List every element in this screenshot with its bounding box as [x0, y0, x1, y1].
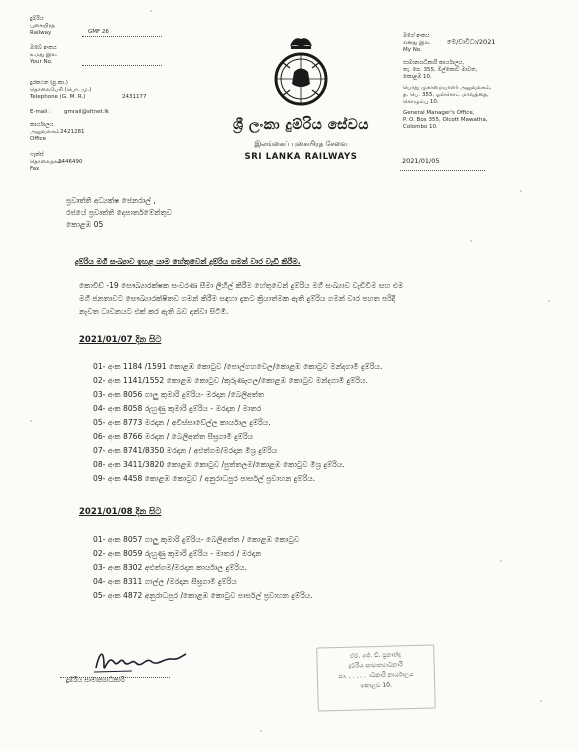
- address-line: கொழும்பு 10.: [403, 99, 439, 105]
- addressee-block: [66, 196, 172, 232]
- intro-line: කොවිඩ් -19 සෞඛ්‍යාරක්ෂක සංවරණ සීමා ලිහිල් කිරීම හේතුවෙන් දුම්රිය මගී සංඛ්‍යාව වැඩිවීම සහ එම: [79, 281, 404, 290]
- list-item: 03- අංක 8056 ගාලු කුමාරි දුම්රිය- මරදාන /බෙලිඅත්ත: [93, 390, 264, 399]
- email-label: E-mail :: [30, 109, 51, 115]
- address-line: General Manager's Office,: [403, 110, 475, 116]
- signature-title: දුම්රිය සාමාන්‍යාධිකාරි: [66, 676, 125, 684]
- intro-line: නැවත ධාවනයට එක් කර ඇති බව දන්වා සිටිමි.: [79, 307, 229, 316]
- office-field: [30, 122, 170, 143]
- office-value: 2421281: [60, 129, 85, 135]
- letter-date: 2021/01/05: [402, 157, 440, 165]
- fax-label: ෆැක්ස් தொலைநகல் Fax: [30, 152, 63, 172]
- list-item: 02- අංක 1141/1552 කොළඹ කොටුව /කුරුණෑගල/කොළඹ කොටුව මන්දගාමී දුම්රිය.: [93, 376, 368, 385]
- scan-speck: [470, 240, 472, 242]
- date-dotline: [400, 164, 485, 171]
- address-block: [403, 60, 491, 131]
- scan-speck: [260, 730, 262, 732]
- section1-heading: 2021/01/07 දින සිට: [79, 335, 162, 345]
- section2-heading: 2021/01/08 දින සිට: [79, 507, 162, 517]
- office-label: කාර්යාලය அலுவலகம் Office: [30, 122, 60, 142]
- railway-crest-icon: [272, 32, 330, 112]
- address-line: P. O. Box 355, Olcott Mawatha,: [403, 117, 488, 123]
- org-title-english: SRI LANKA RAILWAYS: [244, 152, 358, 162]
- official-stamp: [316, 644, 436, 711]
- stamp-line: සා. . . . . . ාධිකාරි කාර්යාලය: [338, 671, 414, 680]
- section2-list: [93, 535, 313, 605]
- your-no-field: [30, 45, 170, 66]
- list-item: 04- අංක 8058 රුහුණු කුමාරි දුම්රිය - මරදාන / මාතර: [93, 404, 262, 413]
- list-item: 05- අංක 8773 මරදාන / අවිස්සාවේල්ල කාර්යාල දුම්රිය.: [93, 418, 271, 427]
- stamp-line: එම්. ජේ. ඩී. ප්‍රනාන්දු: [349, 651, 401, 660]
- email-field: [30, 109, 170, 116]
- org-title-sinhala: ශ්‍රී ලංකා දුම්රිය සේවය: [233, 117, 369, 133]
- list-item: 01- අංක 8057 ගාලු කුමාරි දුම්රිය- බෙලිඅත්ත / කොළඹ කොටුව: [93, 535, 300, 544]
- list-item: 03- අංක 8302 අළුත්ගම/මරදාන කාර්යාල දුම්රිය.: [93, 563, 247, 572]
- intro-line: මගී ජනතාවට සෞඛ්‍යාරක්ෂිතව ගමන් කිරීම සඳහා දැනට ක්‍රියාත්මක ඇති දුම්රිය ගමන් වාර පහත පරිදි: [79, 294, 396, 303]
- addressee-line: ප්‍රවෘත්ති අධ්‍යක්ෂ ජෙනරාල් ,: [66, 196, 156, 205]
- railway-label: දුම්රිය புகையிரத Railway: [30, 16, 55, 36]
- stamp-line: දුම්රිය සාමාන්‍යාධිකාරි: [348, 661, 403, 670]
- list-item: 06- අංක 8766 මරදාන / බෙලිඅත්ත සීඝ්‍රගාමී දුම්රිය: [93, 432, 254, 441]
- address-line: කොළඹ 10.: [403, 74, 432, 80]
- scan-speck: [520, 190, 522, 192]
- addressee-line: රජයේ ප්‍රවෘත්ති දෙපාර්තමේන්තුව: [66, 208, 172, 217]
- list-item: 05- අංක 4872 අනුරාධපුර /කොළඹ කොටුව පාර්සල් ප්‍රවාහන දුම්රිය.: [93, 591, 313, 600]
- subject-line: දුම්රිය මගී සංඛ්‍යාව ඉහළ යාම හේතුවෙන් දුම්රිය ගමන් වාර වැඩි කිරීම.: [75, 257, 301, 266]
- org-title-tamil: இலங்கைப் புகையிரத சேவை: [254, 140, 348, 148]
- section1-list: [93, 362, 382, 488]
- address-line: සාමාන්‍යාධිකාරි කාර්යාලය,: [403, 60, 465, 66]
- scan-speck: [150, 10, 152, 12]
- address-line: த. பெ. 355, ஓல்கொட் மாவத்தை,: [403, 92, 489, 98]
- fax-value: 2446490: [58, 159, 83, 165]
- list-item: 07- අංක 8741/8350 මරදාන / අළුත්ගම/මරදාන මිශ්‍ර දුම්රිය: [93, 446, 278, 455]
- railway-field: [30, 16, 170, 37]
- railway-value: GMF 26: [88, 29, 109, 35]
- address-line: තැ. පෙ. 355, ඕල්කොට් මාවත,: [403, 67, 478, 73]
- address-line: Colombo 10.: [403, 124, 438, 130]
- telephone-label: දුරකථන (පු.කා.) தொலைபேசி (பொ. மு.) Telephone (G. M. R.): [30, 80, 92, 100]
- scan-speck: [548, 300, 550, 302]
- list-item: 01- අංක 1184 /1591 කොළඹ කොටුව /පොල්ගහවෙල/කොළඹ කොටුව මන්දගාමී දුම්රිය.: [93, 362, 383, 371]
- your-no-label: ඔබේ අංකය உமது இல. Your No.: [30, 45, 58, 65]
- signature-dotline: [60, 671, 170, 678]
- telephone-value: 2431177: [122, 94, 147, 100]
- addressee-line: කොළඹ 05: [66, 220, 104, 229]
- scan-speck: [500, 560, 502, 562]
- my-no-value: මෙ/වාවිධා/2021: [447, 38, 496, 46]
- my-no-label: මගේ අංකය எனது இல. My No.: [403, 33, 431, 53]
- scan-speck: [540, 700, 542, 702]
- list-item: 02- අංක 8059 රුහුණු කුමාරි දුම්රිය - මාතර / මරදාන: [93, 549, 262, 558]
- scan-speck: [30, 420, 32, 422]
- address-line: பொது முகாமையாளர் அலுவலகம்,: [403, 85, 492, 91]
- fax-field: [30, 152, 170, 173]
- email-value: gmrail@sltnet.lk: [64, 109, 110, 115]
- list-item: 08- අංක 3411/3820 කොළඹ කොටුව /පුත්තලම/කොළඹ කොටුව මිශ්‍ර දුම්රිය.: [93, 460, 345, 469]
- telephone-field: [30, 80, 170, 101]
- list-item: 04- අංක 8311 ගාල්ල /මරදාන සීඝ්‍රගාමී දුම්රිය: [93, 577, 237, 586]
- railway-dotline: [82, 30, 162, 37]
- intro-paragraph: [79, 281, 403, 320]
- list-item: 09- අංක 4458 කොළඹ කොටුව / අනුරාධපුර පාර්සල් ප්‍රවාහන දුම්රිය.: [93, 474, 316, 483]
- stamp-line: කොළඹ 10.: [360, 681, 392, 690]
- your-no-dotline: [82, 59, 162, 66]
